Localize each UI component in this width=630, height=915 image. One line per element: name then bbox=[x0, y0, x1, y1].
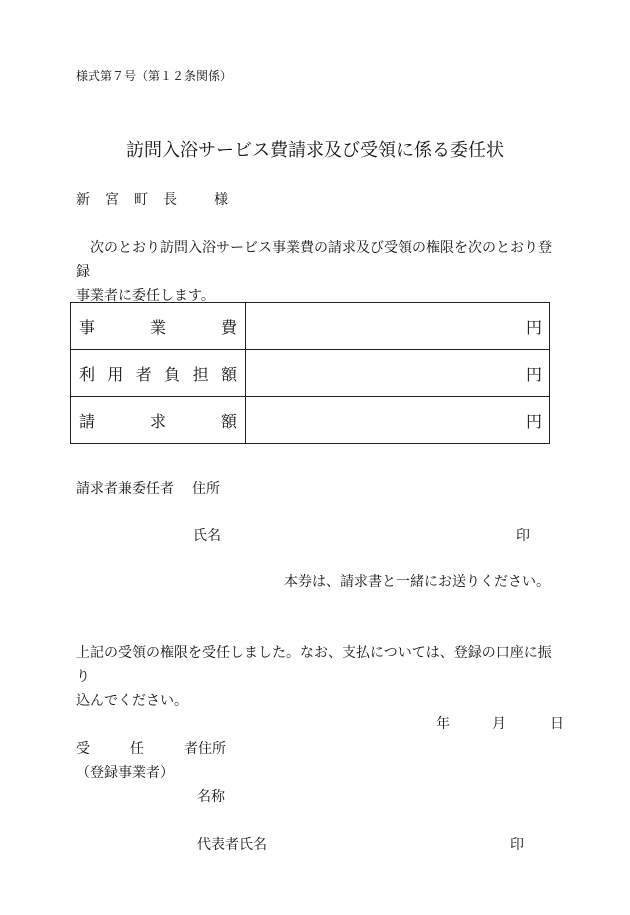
representative-name-label: 代表者氏名 bbox=[197, 837, 267, 853]
acceptance-line-2: 込んでください。 bbox=[76, 693, 188, 709]
claimant-seal: 印 bbox=[516, 528, 530, 544]
amounts-table bbox=[70, 302, 550, 444]
assignee-seal: 印 bbox=[510, 837, 524, 853]
addressee-honorific: 様 bbox=[214, 192, 228, 208]
amount-field[interactable] bbox=[246, 397, 550, 444]
intro-line-1: 次のとおり訪問入浴サービス事業費の請求及び受領の権限を次のとおり登録 bbox=[76, 240, 552, 280]
claimant-role: 請求者兼委任者 bbox=[76, 481, 174, 497]
row-label: 請 求 額 bbox=[71, 397, 246, 444]
yen-unit: 円 bbox=[525, 364, 542, 384]
date-month: 月 bbox=[492, 716, 506, 732]
table-row-business-cost bbox=[71, 303, 550, 350]
row-label: 利 用 者 負 担 額 bbox=[71, 350, 246, 397]
row-label: 事 業 費 bbox=[71, 303, 246, 350]
intro-line-2: 事業者に委任します。 bbox=[76, 288, 215, 304]
table-row-claim-amount bbox=[71, 397, 550, 444]
amount-field[interactable] bbox=[246, 303, 550, 350]
assignee-address-line bbox=[76, 738, 226, 758]
claimant-address-line bbox=[76, 478, 220, 498]
claimant-name-label: 氏名 bbox=[193, 528, 221, 544]
addressee-name: 新宮町長 bbox=[76, 192, 192, 208]
addressee bbox=[76, 189, 228, 209]
table-row-user-burden bbox=[71, 350, 550, 397]
amount-field[interactable] bbox=[246, 350, 550, 397]
submission-note: 本券は、請求書と一緒にお送りください。 bbox=[284, 574, 550, 590]
assignee-sub-role: （登録事業者） bbox=[76, 765, 174, 781]
date-day: 日 bbox=[550, 716, 564, 732]
date-year: 年 bbox=[436, 716, 450, 732]
form-number: 様式第７号（第１２条関係） bbox=[76, 69, 233, 83]
intro-paragraph bbox=[76, 236, 558, 308]
claimant-address-label: 住所 bbox=[192, 481, 220, 497]
document-title: 訪問入浴サービス費請求及び受領に係る委任状 bbox=[126, 140, 504, 161]
assignee-role: 受 任 者 bbox=[76, 741, 198, 757]
acceptance-paragraph bbox=[76, 641, 558, 713]
date-line bbox=[436, 713, 564, 733]
assignee-address-label: 住所 bbox=[198, 741, 226, 757]
yen-unit: 円 bbox=[525, 317, 542, 337]
acceptance-line-1: 上記の受領の権限を受任しました。なお、支払については、登録の口座に振り bbox=[76, 645, 552, 685]
yen-unit: 円 bbox=[525, 411, 542, 431]
assignee-name-label: 名称 bbox=[197, 789, 225, 805]
